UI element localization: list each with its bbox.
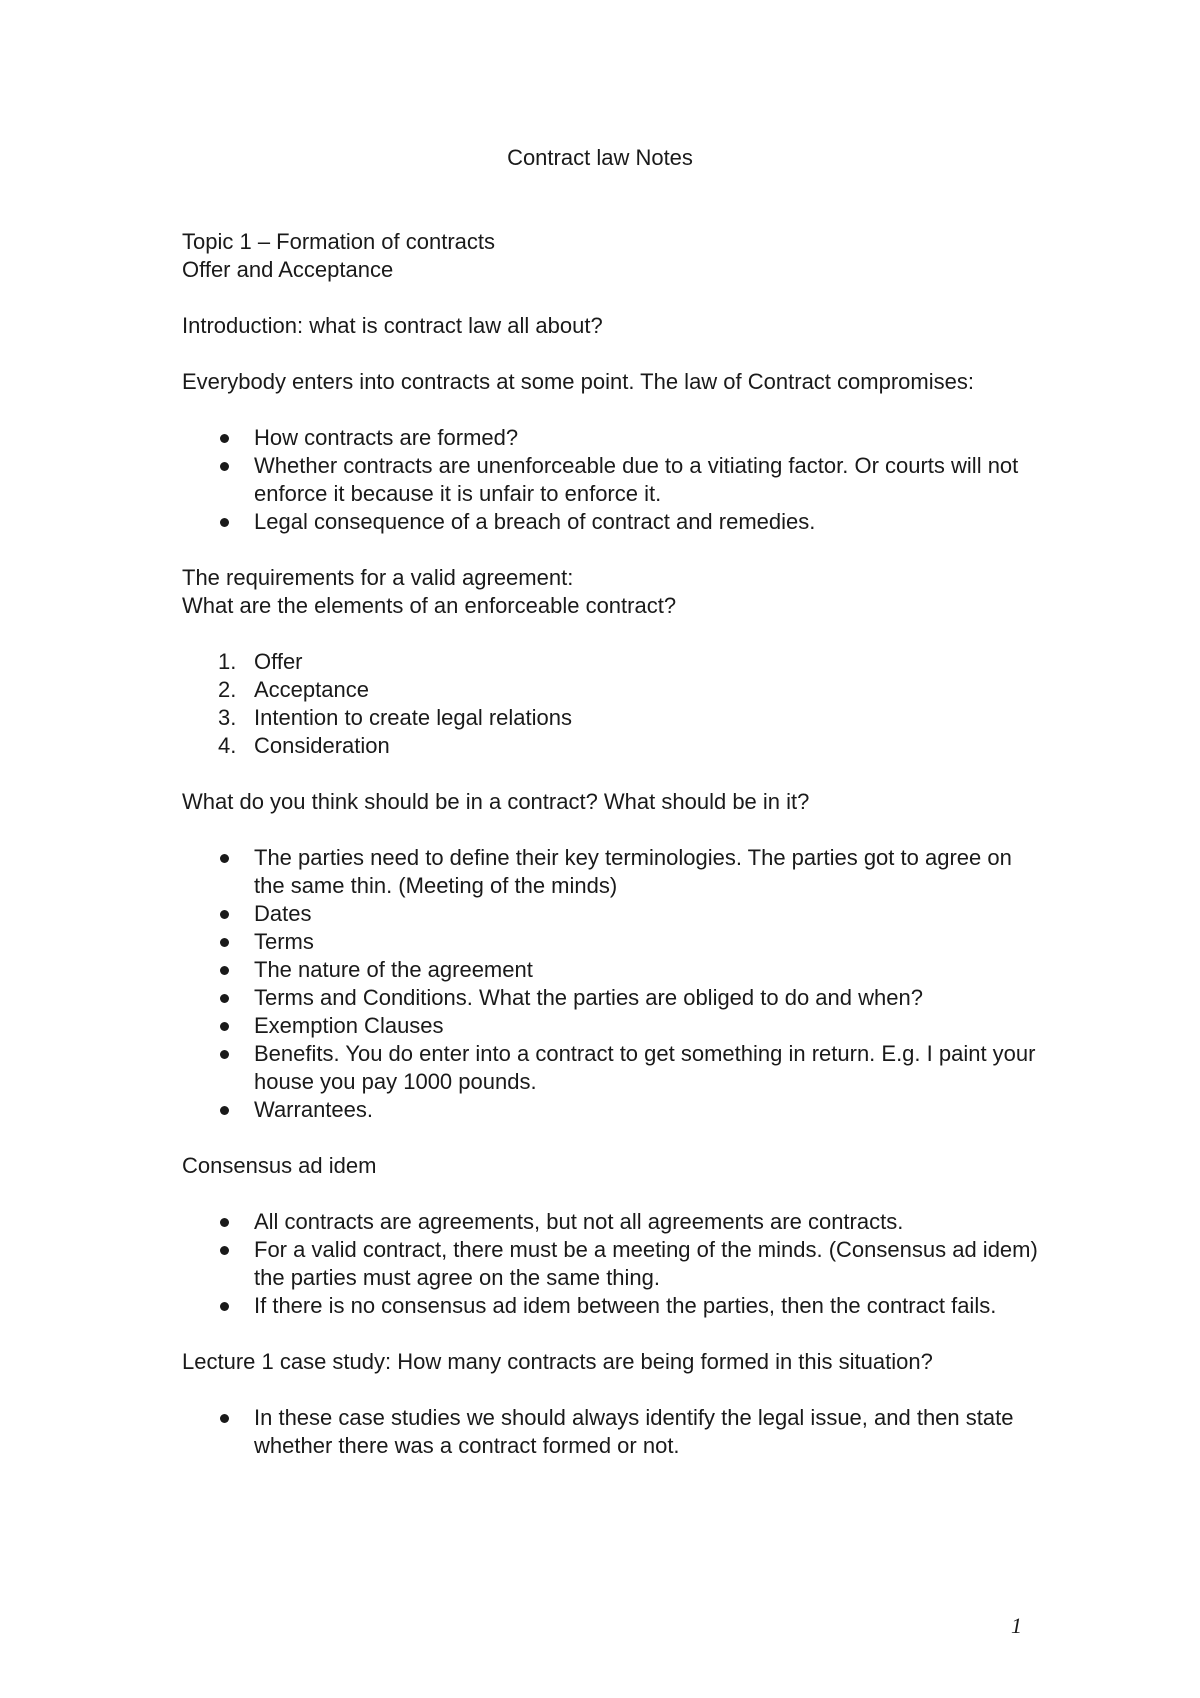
list-item: Exemption Clauses [182, 1012, 1042, 1040]
bullet-icon [220, 1218, 229, 1227]
list-item: 4. Consideration [218, 733, 390, 758]
case-study-heading: Lecture 1 case study: How many contracts are being formed in this situation? [182, 1349, 933, 1374]
list-item: Legal consequence of a breach of contract and remedies. [182, 508, 1042, 536]
contents-question: What do you think should be in a contract? What should be in it? [182, 789, 810, 814]
list-item: 2. Acceptance [218, 677, 369, 702]
list-item: 3. Intention to create legal relations [218, 705, 572, 730]
list-item: Terms and Conditions. What the parties are obliged to do and when? [182, 984, 1042, 1012]
list-item: The parties need to define their key terminologies. The parties got to agree on the same thin. (Meeting of the minds) [182, 844, 1042, 900]
elements-numbered-list [182, 648, 1042, 760]
list-item: Warrantees. [182, 1096, 1042, 1124]
requirements-heading: The requirements for a valid agreement: [182, 565, 574, 590]
intro-question: Introduction: what is contract law all about? [182, 313, 603, 338]
list-number: 1. [218, 649, 237, 674]
page-number: 1 [1011, 1613, 1022, 1638]
list-item: Terms [182, 928, 1042, 956]
bullet-icon [220, 1022, 229, 1031]
bullet-icon [220, 1414, 229, 1423]
list-item: How contracts are formed? [182, 424, 1042, 452]
intro-paragraph: Everybody enters into contracts at some point. The law of Contract compromises: [182, 369, 974, 394]
bullet-icon [220, 434, 229, 443]
topic-heading: Topic 1 – Formation of contracts [182, 229, 496, 254]
bullet-icon [220, 462, 229, 471]
bullet-icon [220, 1302, 229, 1311]
list-item: Dates [182, 900, 1042, 928]
list-item: For a valid contract, there must be a meeting of the minds. (Consensus ad idem) the parties must agree on the same thing. [182, 1236, 1042, 1292]
list-item: In these case studies we should always identify the legal issue, and then state whether there was a contract formed or not. [182, 1404, 1042, 1460]
bullet-icon [220, 910, 229, 919]
bullet-icon [220, 994, 229, 1003]
bullet-icon [220, 938, 229, 947]
bullet-icon [220, 1246, 229, 1255]
consensus-heading: Consensus ad idem [182, 1153, 377, 1178]
list-item: The nature of the agreement [182, 956, 1042, 984]
list-item: 1. Offer [218, 649, 303, 674]
bullet-icon [220, 518, 229, 527]
bullet-icon [220, 966, 229, 975]
bullet-icon [220, 1050, 229, 1059]
list-item: If there is no consensus ad idem between the parties, then the contract fails. [182, 1292, 1042, 1320]
case-study-bullet-list [182, 1404, 1042, 1460]
elements-question: What are the elements of an enforceable contract? [182, 593, 677, 618]
list-number: 4. [218, 733, 237, 758]
list-number: 3. [218, 705, 237, 730]
list-item: Whether contracts are unenforceable due to a vitiating factor. Or courts will not enforce it because it is unfair to enforce it. [182, 452, 1042, 508]
contents-bullet-list [182, 844, 1042, 1124]
intro-bullet-list [182, 424, 1042, 536]
list-number: 2. [218, 677, 237, 702]
document-title: Contract law Notes [507, 145, 693, 170]
list-item: All contracts are agreements, but not all agreements are contracts. [182, 1208, 1042, 1236]
topic-subheading: Offer and Acceptance [182, 257, 394, 282]
document-body [182, 228, 1042, 1460]
bullet-icon [220, 854, 229, 863]
list-item: Benefits. You do enter into a contract to get something in return. E.g. I paint your house you pay 1000 pounds. [182, 1040, 1042, 1096]
bullet-icon [220, 1106, 229, 1115]
consensus-bullet-list [182, 1208, 1042, 1320]
